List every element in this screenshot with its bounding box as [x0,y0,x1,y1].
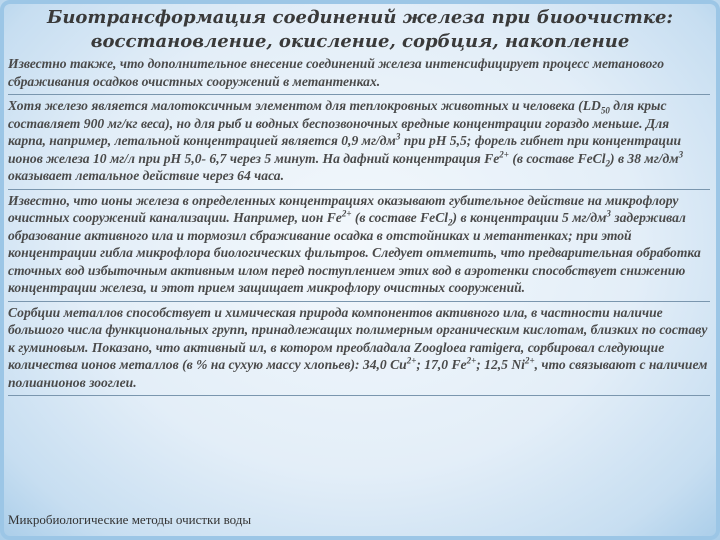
superscript: 2+ [466,355,477,366]
title-line-1: Биотрансформация соединений железа при биоочистке: [46,7,674,28]
superscript: 2+ [341,208,352,219]
paragraph-2 [8,95,710,190]
text-run: оказывает летальное действие через 64 часа. [8,168,284,183]
text-run: Сорбции металлов способствует и химическая природа компонентов активного ила, в частности наличие большого числа функциональных групп, принадлежащих полимерным органическим кислотам, близких по составу к гуминовым. Показано, что активный ил, в котором преобладала Zoogloea ramigera, сорбировал следующие количества ионов металлов (в % на сухую массу хлопьев): 34,0 Cu [8,304,708,372]
superscript: 2+ [406,355,417,366]
text-run: ) в 38 мг/дм [610,150,679,166]
paragraph-4 [8,302,710,397]
slide-body [8,54,710,396]
superscript: 3 [606,208,611,219]
superscript: 3 [395,131,401,142]
text-run: задерживал образование активного ила и тормозил сбраживание осадка в отстойниках и метантенках; при этой концентрации гибла микрофлора биологических фильтров. Следует отметить, что предварительная обработка сточных вод избыточным активным илом перед поступлением этих вод в аэротенки способствует снижению концентрации железа, и этот прием защищает микрофлору очистных сооружений. [8,210,701,295]
text-run: Известно, что ионы железа в определенных концентрациях оказывают губительное действие на микрофлору очистных сооружений канализации. Например, ион Fe [8,192,679,225]
paragraph-1 [8,54,710,95]
superscript: 2+ [524,355,535,366]
paragraph-1-text: Известно также, что дополнительное внесение соединений железа интенсифицирует процесс метанового сбраживания осадков очистных сооружений в метантенках. [8,56,665,89]
slide-title [40,6,680,54]
text-run: (в составе FeCl [508,150,606,166]
paragraph-3 [8,190,710,302]
text-run: Хотя железо является малотоксичным элементом для теплокровных животных и человека (LD [8,98,601,113]
text-run: ; 12,5 Ni [476,357,525,372]
subscript: 2 [605,158,611,169]
text-run: для крыс составляет 900 мг/кг веса), но для рыб и водных беспозвоночных вредные концентрации гораздо меньше. Для карпа, например, летальной концентрацией является 0,9 мг/дм [8,98,670,148]
text-run: (в составе FeCl [351,210,449,225]
slide-footer: Микробиологические методы очистки воды [8,512,252,527]
superscript: 2+ [499,148,509,159]
title-line-2: восстановление, окисление, сорбция, накопление [90,31,630,52]
text-run: при pH 5,5; форель гибнет при концентрации ионов железа 10 мг/л при pH 5,0- 6,7 через 5 минут. На дафний концентрация Fe [8,133,682,166]
subscript: 2 [448,217,453,228]
text-run: ) в концентрации 5 мг/дм [452,210,607,225]
superscript: 3 [678,148,684,159]
text-run: ; 17,0 Fe [416,357,467,372]
subscript: 50 [600,105,610,116]
text-run: , что связывают с наличием полианионов зооглеи. [8,357,708,390]
